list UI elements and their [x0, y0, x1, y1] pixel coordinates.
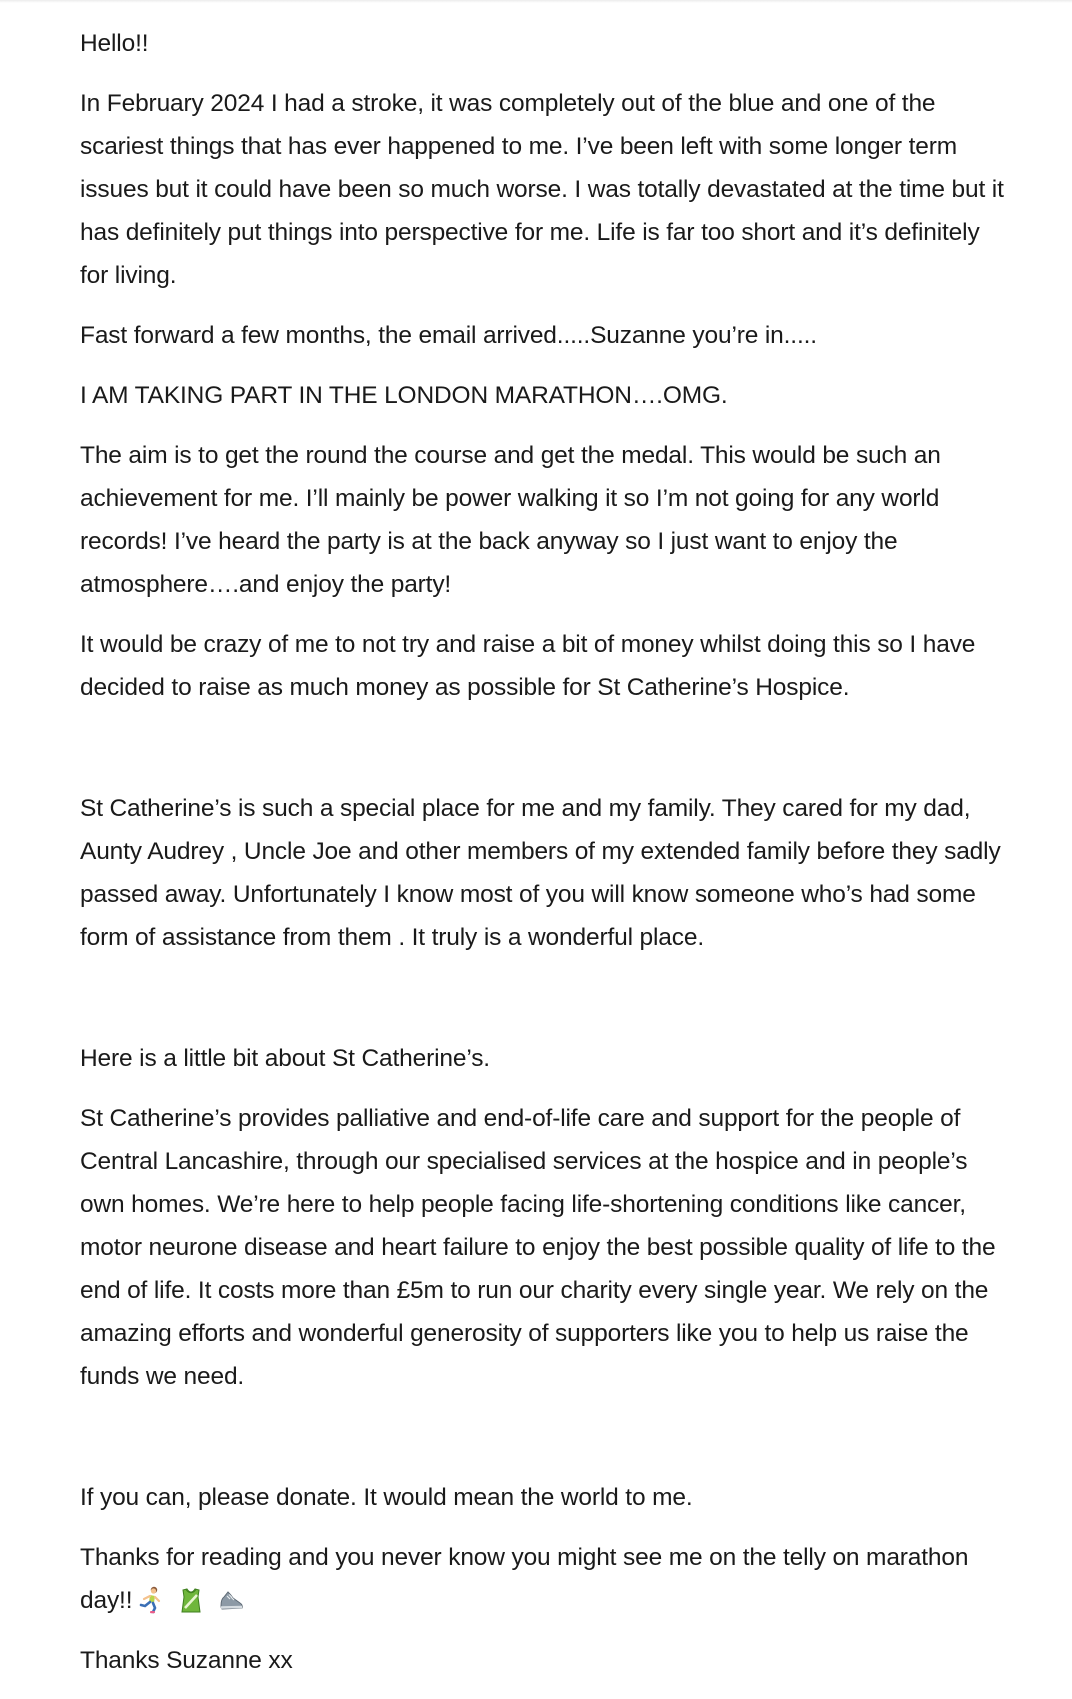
top-divider — [0, 0, 1072, 3]
fundraising-story — [80, 22, 1010, 1699]
running-shoe-icon — [218, 1586, 244, 1614]
signoff: Thanks Suzanne xx — [80, 1647, 293, 1674]
aim-paragraph: The aim is to get the round the course and get the medal. This would be such an achievement for me. I’ll mainly be power walking it so I’m not going for any world records! I’ve heard the party is at the back anyway so I just want to enjoy the atmosphere….and enjoy the party! — [80, 442, 941, 598]
email-paragraph: Fast forward a few months, the email arrived.....Suzanne you’re in..... — [80, 322, 817, 349]
thanks-paragraph — [80, 1536, 1010, 1622]
marathon-announcement: I AM TAKING PART IN THE LONDON MARATHON….OMG. — [80, 382, 728, 409]
stroke-paragraph: In February 2024 I had a stroke, it was completely out of the blue and one of the scariest things that has ever happened to me. I’ve been left with some longer term issues but it could have been so much worse. I was totally devastated at the time but it has definitely put things into perspective for me. Life is far too short and it’s definitely for living. — [80, 90, 1004, 289]
about-hospice-paragraph: St Catherine’s provides palliative and end-of-life care and support for the people of Central Lancashire, through our specialised services at the hospice and in people’s own homes. We’re here to help people facing life-shortening conditions like cancer, motor neurone disease and heart failure to enjoy the best possible quality of life to the end of life. It costs more than £5m to run our charity every single year. We rely on the amazing efforts and wonderful generosity of supporters like you to help us raise the funds we need. — [80, 1105, 996, 1390]
emoji-row — [138, 1586, 244, 1614]
running-vest-icon — [178, 1586, 204, 1614]
thanks-text: Thanks for reading and you never know you might see me on the telly on marathon day!! — [80, 1544, 969, 1614]
greeting: Hello!! — [80, 30, 149, 57]
hospice-family-paragraph: St Catherine’s is such a special place for me and my family. They cared for my dad, Aunty Audrey , Uncle Joe and other members of my extended family before they sadly passed away. Unfortunately I know most of you will know someone who’s had some form of assistance from them . It truly is a wonderful place. — [80, 795, 1001, 951]
about-hospice-intro: Here is a little bit about St Catherine’s. — [80, 1045, 490, 1072]
donate-request: If you can, please donate. It would mean the world to me. — [80, 1484, 693, 1511]
woman-running-icon — [138, 1586, 164, 1614]
fundraising-paragraph: It would be crazy of me to not try and raise a bit of money whilst doing this so I have decided to raise as much money as possible for St Catherine’s Hospice. — [80, 631, 976, 701]
